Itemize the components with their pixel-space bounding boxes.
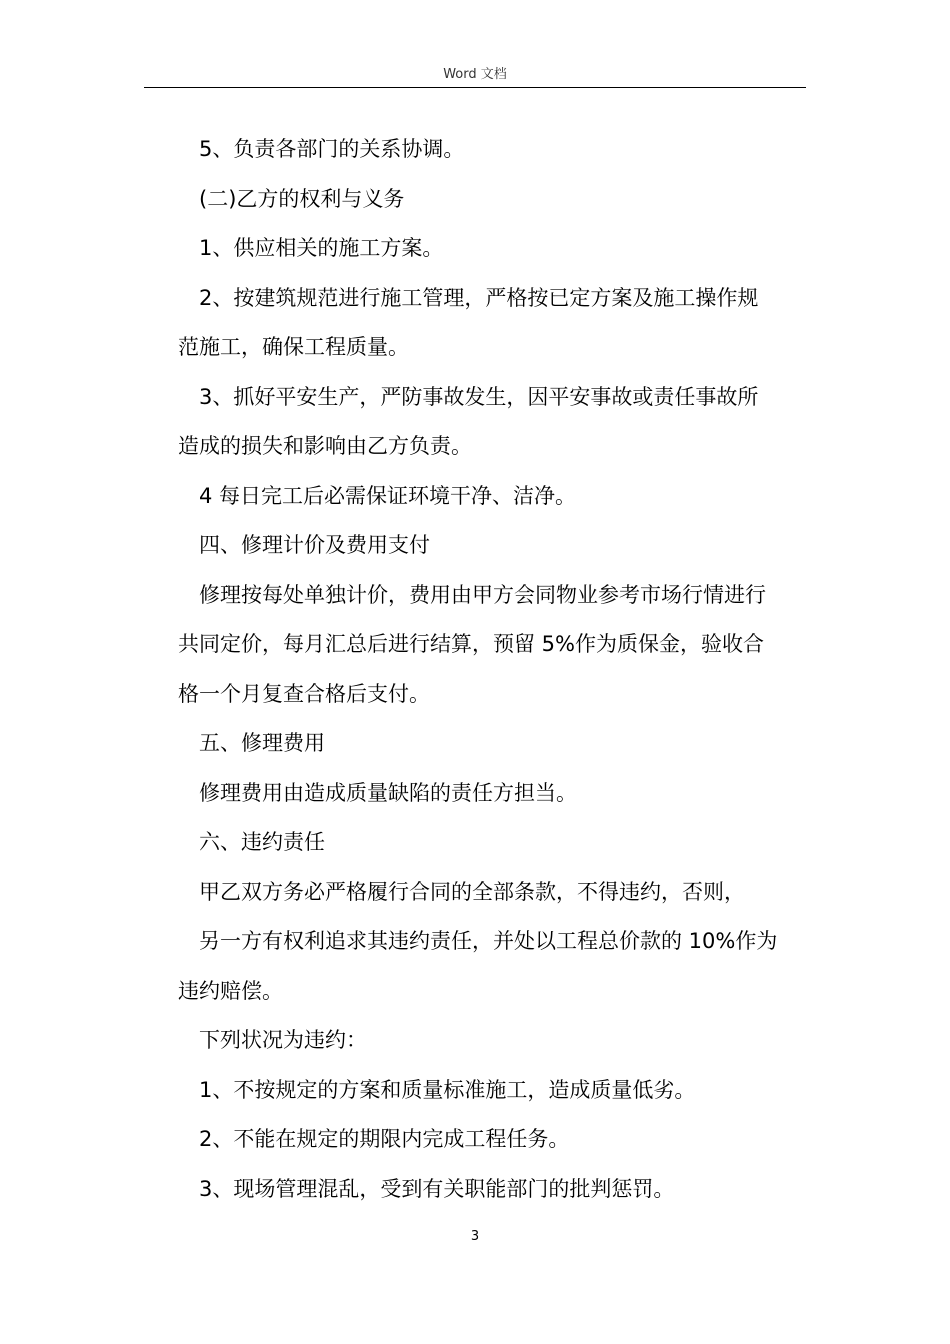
body-line: 1、供应相关的施工方案。 bbox=[199, 236, 444, 260]
section-heading: 六、违约责任 bbox=[199, 830, 325, 854]
section-heading: 四、修理计价及费用支付 bbox=[199, 533, 430, 557]
body-line: 1、不按规定的方案和质量标准施工，造成质量低劣。 bbox=[199, 1077, 696, 1102]
body-line: 另一方有权利追求其违约责任，并处以工程总价款的 10%作为 bbox=[199, 929, 778, 953]
body-line: 甲乙双方务必严格履行合同的全部条款，不得违约，否则， bbox=[199, 879, 745, 904]
body-line: 下列状况为违约： bbox=[199, 1028, 367, 1052]
body-line: 3、现场管理混乱，受到有关职能部门的批判惩罚。 bbox=[199, 1176, 675, 1201]
body-line: 格一个月复查合格后支付。 bbox=[178, 681, 430, 706]
body-line: 违约赔偿。 bbox=[178, 978, 283, 1003]
page-number: 3 bbox=[470, 1229, 480, 1244]
body-line: 5、负责各部门的关系协调。 bbox=[199, 137, 465, 161]
body-line: 4 每日完工后必需保证环境干净、洁净。 bbox=[199, 483, 577, 508]
body-line: 修理按每处单独计价，费用由甲方会同物业参考市场行情进行 bbox=[199, 582, 766, 607]
body-line: 2、按建筑规范进行施工管理，严格按已定方案及施工操作规 bbox=[199, 285, 759, 310]
body-line: 2、不能在规定的期限内完成工程任务。 bbox=[199, 1127, 570, 1151]
body-line: 修理费用由造成质量缺陷的责任方担当。 bbox=[199, 780, 577, 805]
body-line: 范施工，确保工程质量。 bbox=[178, 335, 409, 359]
body-line: 共同定价，每月汇总后进行结算，预留 5%作为质保金，验收合 bbox=[178, 632, 764, 656]
body-line: (二)乙方的权利与义务 bbox=[199, 186, 405, 211]
page-header-title: Word 文档 bbox=[443, 67, 507, 82]
document-body bbox=[178, 125, 808, 1214]
header-divider bbox=[144, 87, 806, 88]
body-line: 3、抓好平安生产，严防事故发生，因平安事故或责任事故所 bbox=[199, 384, 759, 409]
body-line: 造成的损失和影响由乙方负责。 bbox=[178, 434, 472, 458]
section-heading: 五、修理费用 bbox=[199, 731, 325, 755]
